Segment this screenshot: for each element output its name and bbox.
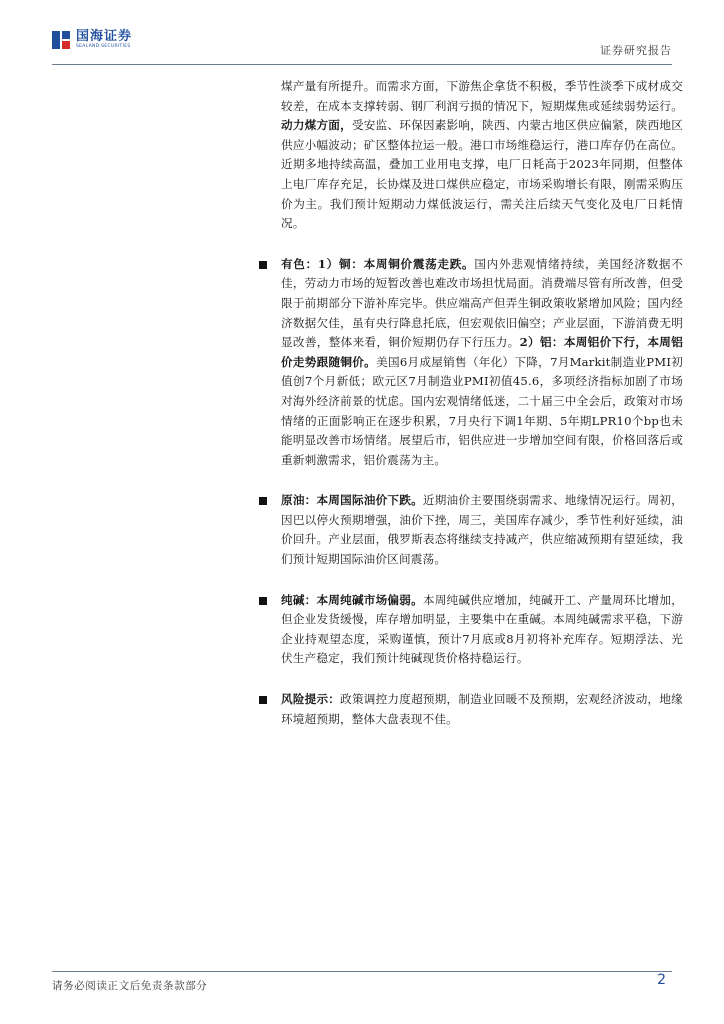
logo-name-cn: 国海证券 [76, 29, 133, 44]
metals-section [281, 255, 683, 471]
soda-paragraph: 纯碱：本周纯碱市场偏弱。本周纯碱供应增加，纯碱开工、产量周环比增加，但企业发货缓慢，库存增加明显，主要集中在重碱。本周纯碱需求平稳，下游企业持观望态度，采购谨慎，预计7月底或8月初将补充库存。短期浮法、光伏生产稳定，我们预计纯碱现货价格持稳运行。 [281, 592, 683, 666]
page-header [52, 30, 672, 64]
bullet-square-icon [259, 696, 267, 704]
header-divider [52, 64, 672, 65]
metals-paragraph: 有色：1）铜：本周铜价震荡走跌。国内外悲观情绪持续，美国经济数据不佳，劳动力市场的短暂改善也难改市场担忧局面。消费端尽管有所改善，但受限于前期部分下游补库完毕。供应端高产但弄生铜政策收紧增加风险；国内经济数据欠佳，虽有央行降息托底，但宏观依旧偏空；产业层面，下游消费无明显改善，整体来看，铜价短期仍存下行压力。2）铝：本周铝价下行，本周铝价走势跟随铜价。美国6月成屋销售（年化）下降，7月Markit制造业PMI初值创7个月新低；欧元区7月制造业PMI初值45.6，多项经济指标加剧了市场对海外经济前景的忧虑。国内宏观情绪低迷，二十届三中全会后，政策对市场情绪的正面影响正在逐步积累，7月央行下调1年期、5年期LPR10个bp也未能明显改善市场情绪。展望后市，铝供应进一步增加空间有限，价格回落后或重新刺激需求，铝价震荡为主。 [281, 256, 683, 467]
document-type-label: 证券研究报告 [600, 44, 672, 57]
footer-divider [52, 971, 672, 972]
risk-paragraph: 风险提示：政策调控力度超预期，制造业回暖不及预期，宏观经济波动，地缘环境超预期，整体大盘表现不佳。 [281, 692, 683, 726]
coal-paragraph: 煤产量有所提升。而需求方面，下游焦企拿货不积极，季节性淡季下成材成交较差，在成本支撑转弱、钢厂利润亏损的情况下，短期煤焦或延续弱势运行。动力煤方面，受安监、环保因素影响，陕西、内蒙古地区供应偏紧，陕西地区供应小幅波动；矿区整体拉运一般。港口市场维稳运行，港口库存仍在高位。近期多地持续高温，叠加工业用电支撑，电厂日耗高于2023年同期，但整体上电厂库存充足，长协煤及进口煤供应稳定，市场采购增长有限，刚需采购压价为主。我们预计短期动力煤低波运行，需关注后续天气变化及电厂日耗情况。 [281, 79, 683, 231]
report-body [281, 77, 683, 729]
logo-icon [52, 31, 70, 49]
bullet-square-icon [259, 497, 267, 505]
disclaimer-note: 请务必阅读正文后免责条款部分 [52, 980, 208, 992]
logo-name-en: SEALAND SECURITIES [76, 44, 131, 49]
risk-section [281, 690, 683, 729]
company-logo [52, 30, 132, 50]
bullet-square-icon [259, 597, 267, 605]
soda-section [281, 591, 683, 669]
oil-paragraph: 原油：本周国际油价下跌。近期油价主要围绕弱需求、地缘情况运行。周初，因巴以停火预期增强，油价下挫，周三，美国库存减少，季节性利好延续，油价回升。产业层面，俄罗斯表态将继续支持减产，供应缩减预期有望延续，我们预计短期国际油价区间震荡。 [281, 493, 683, 567]
oil-section [281, 491, 683, 569]
bullet-square-icon [259, 261, 267, 269]
page-number: 2 [657, 972, 666, 988]
